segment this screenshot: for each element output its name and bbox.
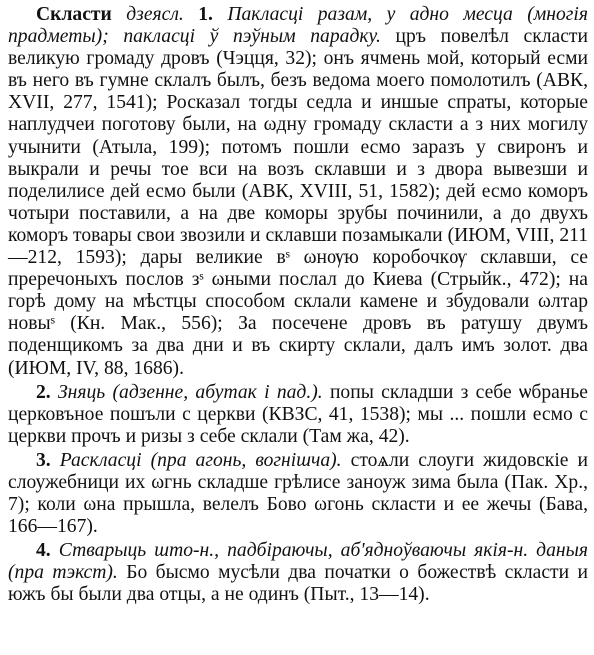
sense-paragraph-4 [8,540,588,606]
sense-citations: попы складши з себе ѡбранье церковъное пошъли с церкви (КВЗС, 41, 1538); мы ... пошли есмо с церкви прочъ и ризы з себе склали (Там жа, 42). [8,381,588,447]
headword: Скласти [36,4,112,25]
sense-number: 4. [36,540,51,562]
part-of-speech: дзеясл. [126,4,184,25]
sense-number: 3. [36,449,51,471]
sense-definition: Зняць (адзенне, абутак і пад.). [57,381,323,403]
sense-paragraph-1 [8,4,588,380]
sense-definition: Стварыць што-н., падбіраючы, аб'ядноўваючы якія-н. даныя (пра тэкст). [8,540,588,584]
sense-citations: Бо бысмо мусѣли два початки о божествѣ скласти и южъ бы были два отцы, а не одинъ (Пыт., 13—14). [8,562,588,606]
sense-paragraph-3 [8,450,588,538]
sense-citations: цръ повелѣл скласти великую громаду дровъ (Чэцця, 32); онъ ячмень мой, который есми въ него въ гумне склалъ былъ, безъ ведома моего помолотилъ (АВК, XVII, 277, 1541); Росказал тогды седла и иншые спраты, которые наплудчеи поготову были, на ωдну громаду скласти а з них могилу учынити (Атыла, 199); потомъ пошли есмо заразъ у свиронъ и выкрали и речы тое вси на возъ склавши и з двора вывезши и поделилисе дей есмо были (АВК, XVIII, 51, 1582); дей есмо коморъ чотыри поставили, а на две коморы зрубы починили, а до двухъ коморъ товары свои звозили и склавши позамыкали (ИЮМ, VIII, 211—212, 1593); дары великие вˢ ωнѹю коробочкѹ склавши, се преречоныхъ послов зˢ ωными послал до Киева (Стрыйк., 472); на горѣ дому на мѣстцы способом склали камене и збудовали ωлтар новыˢ (Кн. Мак., 556); За посечене дровъ въ ратушу двумъ поденщикомъ за два дни и въ скирту склали, далъ имъ золот. два (ИЮМ, IV, 88, 1686). [8,26,588,379]
sense-citations: стоѧли слоуги жидовскіе и слоужебници их ωгнь складше грѣлисе заноуж зима была (Пак. Хр., 7); коли ωна прышла, велелъ Бово ωгонь скласти и ее жечы (Бава, 166—167). [8,449,588,538]
sense-paragraph-2 [8,382,588,448]
sense-number: 1. [198,4,213,25]
sense-definition: Раскласці (пра агонь, вогнішча). [59,449,342,471]
sense-definition: Пакласці разам, у адно месца (многія прадметы); пакласці ў пэўным парадку. [8,4,588,48]
sense-number: 2. [36,381,51,403]
